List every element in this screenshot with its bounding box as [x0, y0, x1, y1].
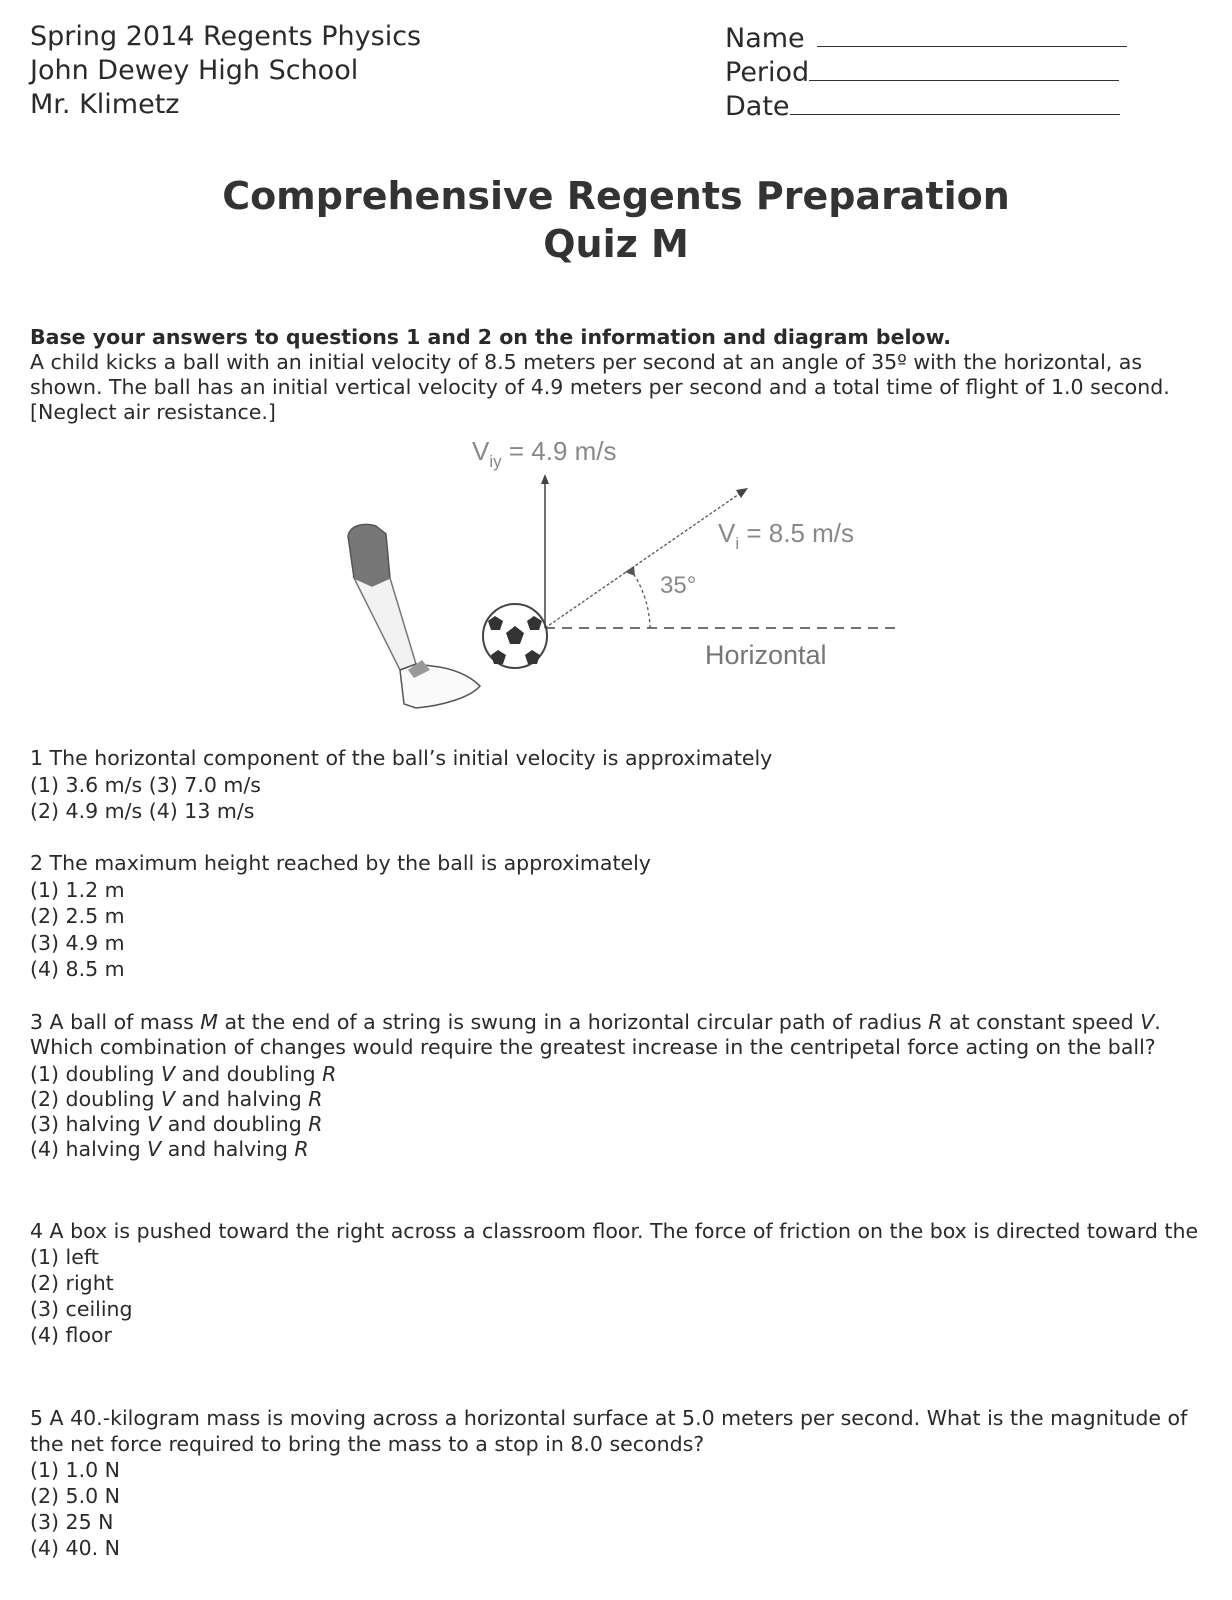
question-1-choices-row-2[interactable]: (2) 4.9 m/s (4) 13 m/s	[30, 799, 255, 823]
question-5	[30, 1405, 1200, 1561]
question-3	[30, 1010, 1200, 1162]
question-4	[30, 1218, 1200, 1348]
question-3-stem: 3 A ball of mass M at the end of a string is swung in a horizontal circular path of radius R at constant speed V. Which combination of changes would require the greatest increase in the centripetal force acting on the ball?	[30, 1010, 1161, 1059]
course-info	[30, 20, 421, 122]
title-line-2: Quiz M	[543, 222, 689, 266]
question-5-choice-3[interactable]: (3) 25 N	[30, 1510, 114, 1534]
soccer-ball	[483, 604, 547, 668]
question-4-stem: 4 A box is pushed toward the right across a classroom floor. The force of friction on the box is directed toward the	[30, 1219, 1199, 1243]
question-3-choice-4[interactable]: (4) halving V and halving R	[30, 1137, 309, 1161]
question-2	[30, 850, 1200, 983]
name-label: Name	[725, 23, 805, 54]
question-3-choice-3[interactable]: (3) halving V and doubling R	[30, 1112, 323, 1136]
question-5-choice-2[interactable]: (2) 5.0 N	[30, 1484, 121, 1508]
question-2-stem: 2 The maximum height reached by the ball is approximately	[30, 851, 651, 875]
question-3-choice-1[interactable]: (1) doubling V and doubling R	[30, 1062, 337, 1086]
question-4-choice-4[interactable]: (4) floor	[30, 1323, 112, 1347]
title-line-1: Comprehensive Regents Preparation	[222, 174, 1010, 218]
question-5-choice-4[interactable]: (4) 40. N	[30, 1536, 121, 1560]
question-4-choice-2[interactable]: (2) right	[30, 1271, 114, 1295]
question-2-choice-4[interactable]: (4) 8.5 m	[30, 957, 125, 981]
period-field[interactable]	[725, 56, 1127, 90]
question-2-choice-1[interactable]: (1) 1.2 m	[30, 877, 125, 902]
horizontal-label: Horizontal	[705, 640, 827, 670]
intro-heading: Base your answers to questions 1 and 2 on the information and diagram below.	[30, 325, 951, 349]
question-5-stem: 5 A 40.-kilogram mass is moving across a horizontal surface at 5.0 meters per second. What is the magnitude of the net force required to bring the mass to a stop in 8.0 seconds?	[30, 1406, 1188, 1456]
page-title	[0, 172, 1232, 268]
initial-velocity-arrow	[545, 492, 742, 628]
angle-label: 35°	[660, 572, 697, 599]
date-label: Date	[725, 91, 790, 122]
student-fields	[725, 22, 1127, 124]
vertical-velocity-label: $V_{iy} = 4.9$ m/s	[472, 438, 617, 471]
course-line: Spring 2014 Regents Physics	[30, 21, 422, 52]
question-2-choice-3[interactable]: (3) 4.9 m	[30, 930, 125, 955]
date-field[interactable]	[725, 90, 1127, 124]
question-1	[30, 745, 1200, 825]
period-label: Period	[725, 57, 810, 88]
name-field[interactable]	[725, 22, 1127, 56]
leg-illustration	[348, 524, 480, 708]
question-4-choice-1[interactable]: (1) left	[30, 1245, 99, 1269]
initial-velocity-label: $V_i = 8.5$ m/s	[718, 518, 855, 553]
teacher-line: Mr. Klimetz	[30, 89, 180, 120]
period-blank[interactable]	[809, 80, 1119, 81]
question-1-choices-row-1[interactable]: (1) 3.6 m/s (3) 7.0 m/s	[30, 772, 261, 797]
question-2-choice-2[interactable]: (2) 2.5 m	[30, 904, 125, 928]
question-1-stem: 1 The horizontal component of the ball’s initial velocity is approximately	[30, 746, 773, 770]
intro-text: A child kicks a ball with an initial velocity of 8.5 meters per second at an angle of 35º with the horizontal, as shown. The ball has an initial vertical velocity of 4.9 meters per second and a total time of flight of 1.0 second. [Neglect air resistance.]	[30, 350, 1170, 424]
question-5-choice-1[interactable]: (1) 1.0 N	[30, 1458, 121, 1482]
question-3-choice-2[interactable]: (2) doubling V and halving R	[30, 1087, 323, 1111]
question-4-choice-3[interactable]: (3) ceiling	[30, 1297, 133, 1321]
date-blank[interactable]	[790, 114, 1120, 115]
name-blank[interactable]	[817, 46, 1127, 47]
school-line: John Dewey High School	[30, 55, 359, 86]
question-set-intro	[30, 325, 1200, 425]
angle-arc	[631, 570, 650, 628]
projectile-diagram	[320, 438, 920, 723]
